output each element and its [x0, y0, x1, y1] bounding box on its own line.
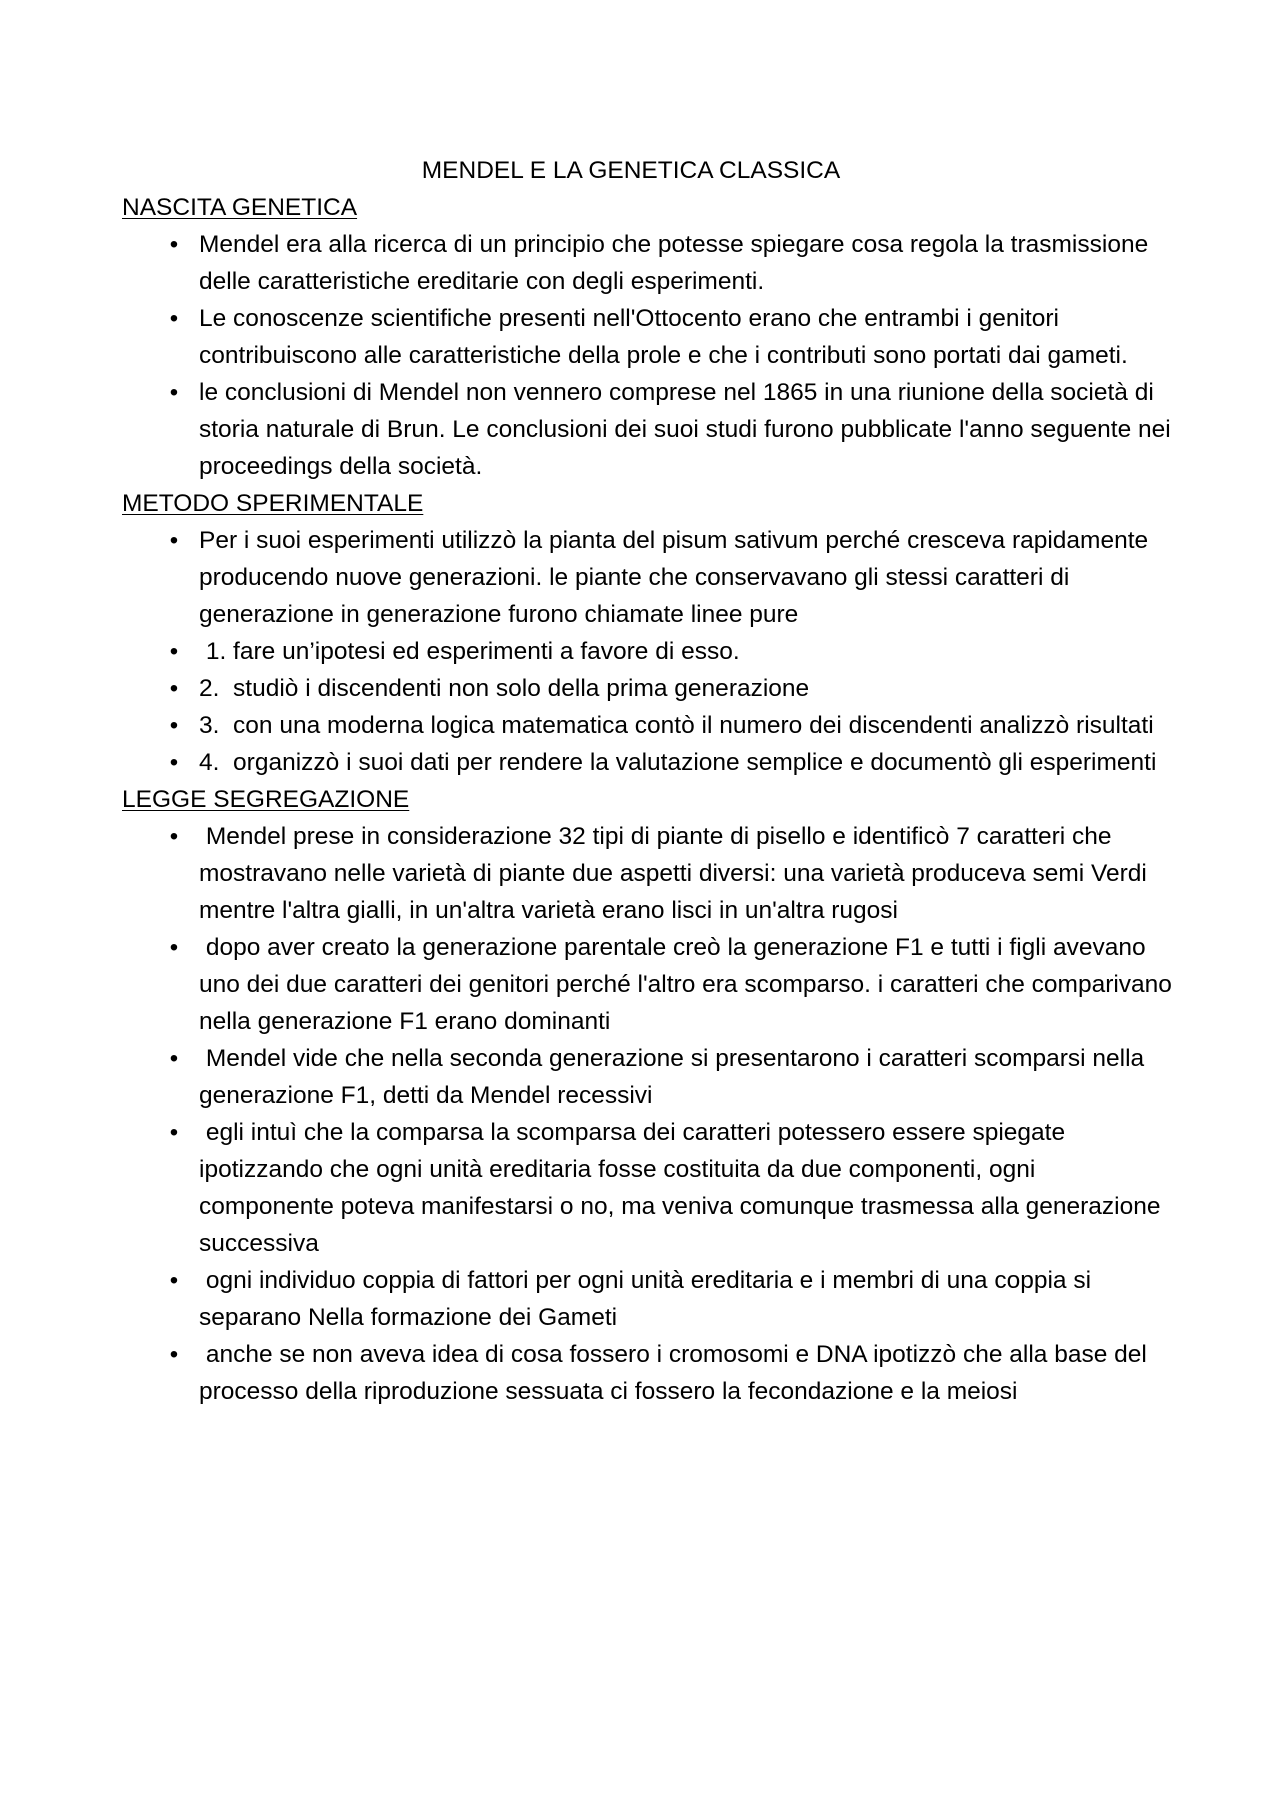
list-item: [122, 1114, 1172, 1262]
section-heading-nascita-genetica: NASCITA GENETICA: [122, 194, 358, 221]
document-page: [122, 152, 1179, 1410]
list-item-text: egli intuì che la comparsa la scomparsa dei caratteri potessero essere spiegate ipotizzando che ogni unità ereditaria fosse costituita da due componenti, ogni componente poteva manifestarsi o no, ma veniva comunque trasmessa alla generazione successiva: [199, 1119, 1168, 1257]
list-item: [122, 707, 1172, 744]
list-item: [122, 633, 1172, 670]
list-item-text: anche se non aveva idea di cosa fossero i cromosomi e DNA ipotizzò che alla base del processo della riproduzione sessuata ci fossero la fecondazione e la meiosi: [199, 1341, 1154, 1405]
bullet-list-nascita-genetica: [122, 226, 1172, 485]
list-item-text: Mendel era alla ricerca di un principio che potesse spiegare cosa regola la trasmissione delle caratteristiche ereditarie con degli esperimenti.: [199, 231, 1149, 295]
list-item-text: ogni individuo coppia di fattori per ogni unità ereditaria e i membri di una coppia si separano Nella formazione dei Gameti: [199, 1267, 1098, 1331]
bullet-dot-icon: •: [169, 749, 179, 776]
bullet-dot-icon: •: [169, 712, 179, 739]
list-item: [122, 1262, 1172, 1336]
bullet-dot-icon: •: [169, 638, 179, 665]
list-item: [122, 744, 1172, 781]
list-item-text: dopo aver creato la generazione parentale creò la generazione F1 e tutti i figli avevano uno dei due caratteri dei genitori perché l'altro era scomparso. i caratteri che comparivano nella generazione F1 erano dominanti: [199, 934, 1179, 1035]
list-item: [122, 522, 1172, 633]
list-item-text: Mendel vide che nella seconda generazione si presentarono i caratteri scomparsi nella generazione F1, detti da Mendel recessivi: [199, 1045, 1151, 1109]
list-item: [122, 818, 1172, 929]
list-item-text: Mendel prese in considerazione 32 tipi di piante di pisello e identificò 7 caratteri che mostravano nelle varietà di piante due aspetti diversi: una varietà produceva semi Verdi mentre l'altra gialli, in un'altra varietà erano lisci in un'altra rugosi: [199, 823, 1154, 924]
list-item-text: Per i suoi esperimenti utilizzò la pianta del pisum sativum perché cresceva rapidamente producendo nuove generazioni. le piante che conservavano gli stessi caratteri di generazione in generazione furono chiamate linee pure: [199, 527, 1149, 628]
bullet-list-metodo-sperimentale: [122, 522, 1172, 781]
section-heading-metodo-sperimentale: METODO SPERIMENTALE: [122, 490, 424, 517]
bullet-dot-icon: •: [169, 675, 179, 702]
bullet-dot-icon: •: [169, 305, 179, 332]
list-item: [122, 1336, 1172, 1410]
bullet-list-legge-segregazione: [122, 818, 1179, 1410]
list-item-text: 2. studiò i discendenti non solo della prima generazione: [199, 675, 810, 702]
list-item-text: Le conoscenze scientifiche presenti nell'Ottocento erano che entrambi i genitori contribuiscono alle caratteristiche della prole e che i contributi sono portati dai gameti.: [199, 305, 1128, 369]
bullet-dot-icon: •: [169, 934, 179, 961]
bullet-dot-icon: •: [169, 527, 179, 554]
bullet-dot-icon: •: [169, 1119, 179, 1146]
list-item-text: 4. organizzò i suoi dati per rendere la valutazione semplice e documentò gli esperimenti: [199, 749, 1157, 776]
list-item: [122, 226, 1172, 300]
list-item: [122, 670, 1172, 707]
page-title: MENDEL E LA GENETICA CLASSICA: [421, 157, 841, 184]
list-item-text: le conclusioni di Mendel non vennero comprese nel 1865 in una riunione della società di storia naturale di Brun. Le conclusioni dei suoi studi furono pubblicate l'anno seguente nei proceedings della società.: [199, 379, 1171, 480]
section-heading-legge-segregazione: LEGGE SEGREGAZIONE: [122, 786, 410, 813]
bullet-dot-icon: •: [169, 823, 179, 850]
bullet-dot-icon: •: [169, 1045, 179, 1072]
list-item: [122, 374, 1172, 485]
list-item: [122, 300, 1172, 374]
list-item-text: 1. fare un’ipotesi ed esperimenti a favore di esso.: [199, 638, 740, 665]
bullet-dot-icon: •: [169, 1341, 179, 1368]
bullet-dot-icon: •: [169, 231, 179, 258]
bullet-dot-icon: •: [169, 379, 179, 406]
list-item-text: 3. con una moderna logica matematica contò il numero dei discendenti analizzò risultati: [199, 712, 1154, 739]
bullet-dot-icon: •: [169, 1267, 179, 1294]
list-item: [122, 929, 1179, 1040]
list-item: [122, 1040, 1172, 1114]
